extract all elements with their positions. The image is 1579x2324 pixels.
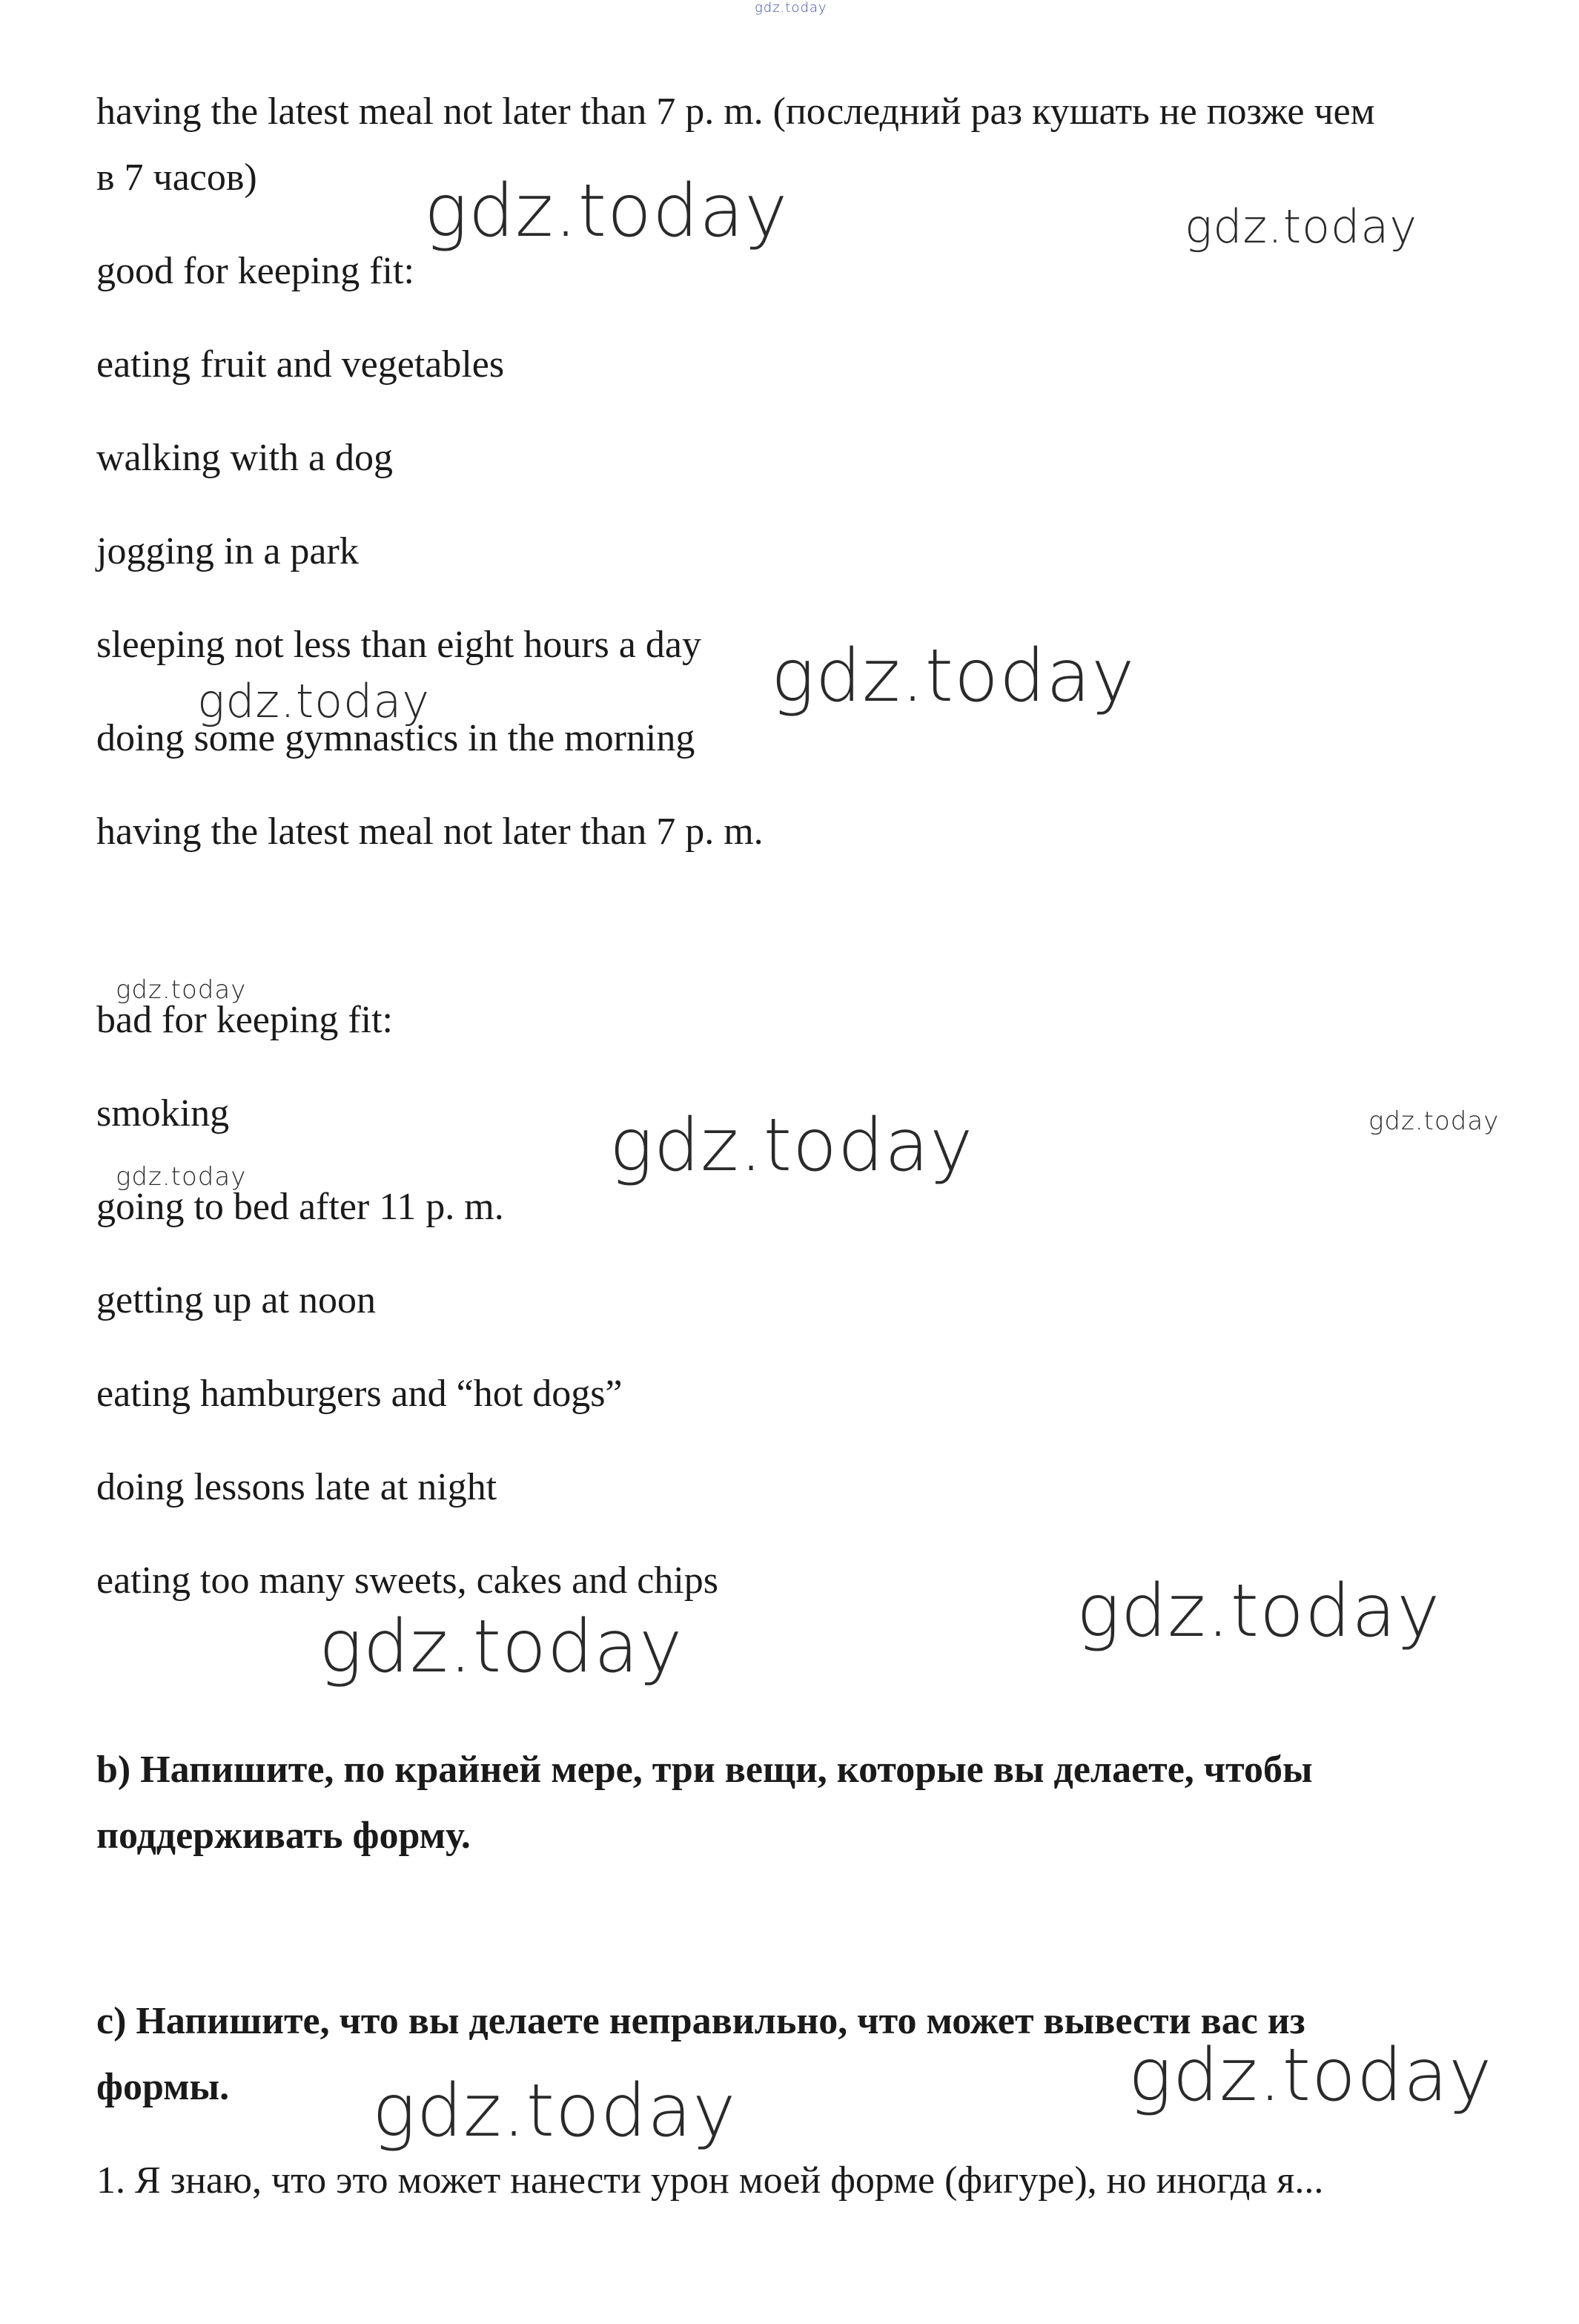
bad-item-4: eating hamburgers and “hot dogs”	[96, 1373, 623, 1415]
watermark-3: gdz.today	[771, 634, 1136, 719]
bad-item-2: going to bed after 11 p. m.	[96, 1186, 504, 1228]
bad-item-6: eating too many sweets, cakes and chips	[96, 1559, 718, 1602]
watermark-header: gdz.today	[755, 0, 827, 16]
bad-item-1: smoking	[96, 1092, 230, 1135]
watermark-2: gdz.today	[1185, 199, 1418, 254]
good-item-2: walking with a dog	[96, 437, 394, 479]
task-b-line-2: поддерживать форму.	[96, 1815, 471, 1857]
good-item-6: having the latest meal not later than 7 p. m.	[96, 811, 764, 853]
watermark-7: gdz.today	[1368, 1106, 1500, 1136]
good-heading: good for keeping fit:	[96, 250, 414, 292]
good-item-5: doing some gymnastics in the morning	[96, 717, 695, 759]
watermark-4: gdz.today	[197, 674, 431, 728]
good-item-1: eating fruit and vegetables	[96, 343, 505, 386]
watermark-5: gdz.today	[116, 975, 247, 1005]
good-item-3: jogging in a park	[96, 530, 359, 572]
watermark-10: gdz.today	[319, 1605, 683, 1689]
task-b-line-1: b) Напишите, по крайней мере, три вещи, которые вы делаете, чтобы	[96, 1749, 1313, 1791]
watermark-6: gdz.today	[609, 1103, 974, 1188]
watermark-1: gdz.today	[424, 169, 789, 254]
watermark-12: gdz.today	[372, 2069, 737, 2153]
task-c-line-1: c) Напишите, что вы делаете неправильно, что может вывести вас из	[96, 2000, 1305, 2042]
watermark-9: gdz.today	[1076, 1569, 1441, 1654]
bad-item-5: doing lessons late at night	[96, 1466, 497, 1508]
intro-line-2: в 7 часов)	[96, 156, 257, 199]
intro-line-1: having the latest meal not later than 7 p. m. (последний раз кушать не позже чем	[96, 90, 1375, 133]
task-c-line-2: формы.	[96, 2066, 230, 2108]
bad-heading: bad for keeping fit:	[96, 999, 393, 1041]
good-item-4: sleeping not less than eight hours a day	[96, 624, 701, 666]
task-c-answer: 1. Я знаю, что это может нанести урон моей форме (фигуре), но иногда я...	[96, 2159, 1324, 2202]
watermark-8: gdz.today	[116, 1162, 247, 1192]
watermark-11: gdz.today	[1128, 2033, 1493, 2118]
bad-item-3: getting up at noon	[96, 1279, 376, 1321]
